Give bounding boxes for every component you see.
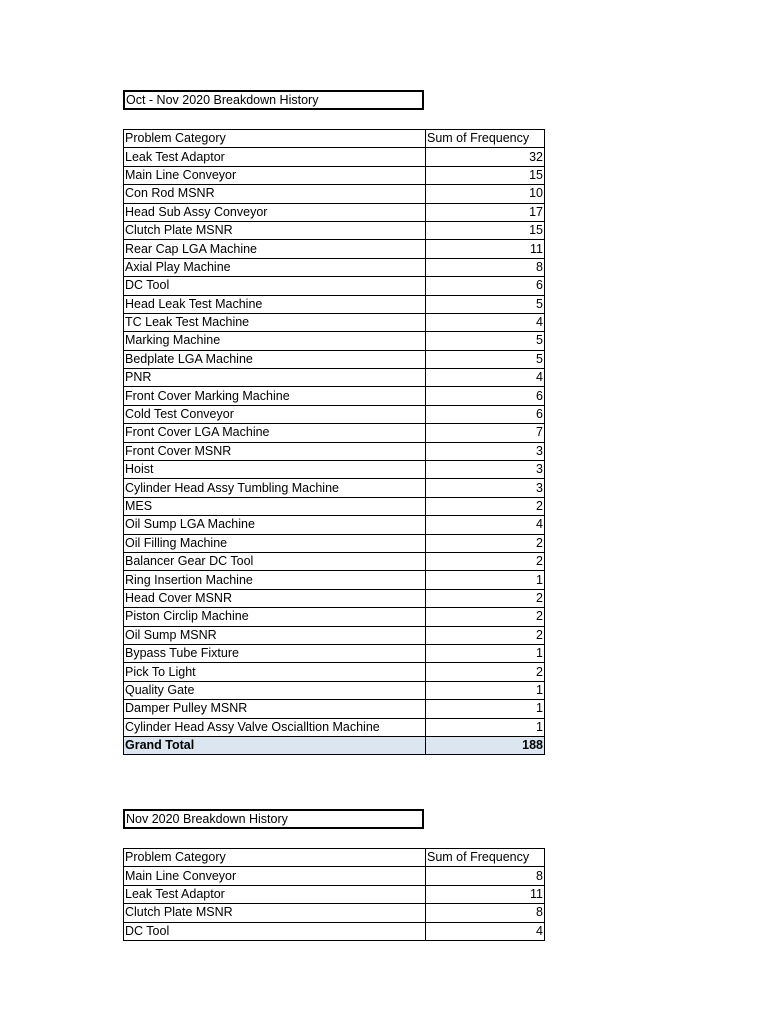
table-header-row bbox=[124, 849, 545, 867]
table-row bbox=[124, 277, 545, 295]
breakdown-table-oct-nov bbox=[123, 129, 545, 755]
frequency-cell: 1 bbox=[426, 644, 545, 662]
frequency-cell: 7 bbox=[426, 424, 545, 442]
table-row bbox=[124, 203, 545, 221]
problem-category-cell: Head Cover MSNR bbox=[124, 589, 426, 607]
table-row bbox=[124, 332, 545, 350]
problem-category-cell: Front Cover MSNR bbox=[124, 442, 426, 460]
breakdown-table-nov bbox=[123, 848, 545, 941]
problem-category-cell: Leak Test Adaptor bbox=[124, 148, 426, 166]
problem-category-cell: Balancer Gear DC Tool bbox=[124, 552, 426, 570]
frequency-cell: 3 bbox=[426, 442, 545, 460]
table-row bbox=[124, 681, 545, 699]
problem-category-cell: Piston Circlip Machine bbox=[124, 608, 426, 626]
problem-category-cell: Marking Machine bbox=[124, 332, 426, 350]
frequency-cell: 4 bbox=[426, 922, 545, 940]
header-sum-of-frequency: Sum of Frequency bbox=[426, 130, 545, 148]
frequency-cell: 15 bbox=[426, 221, 545, 239]
frequency-cell: 6 bbox=[426, 405, 545, 423]
table-row bbox=[124, 350, 545, 368]
table-row bbox=[124, 626, 545, 644]
frequency-cell: 17 bbox=[426, 203, 545, 221]
table-row bbox=[124, 240, 545, 258]
problem-category-cell: Clutch Plate MSNR bbox=[124, 904, 426, 922]
frequency-cell: 3 bbox=[426, 479, 545, 497]
frequency-cell: 2 bbox=[426, 552, 545, 570]
table-row bbox=[124, 922, 545, 940]
section-title-nov: Nov 2020 Breakdown History bbox=[123, 809, 424, 829]
frequency-cell: 8 bbox=[426, 258, 545, 276]
frequency-cell: 1 bbox=[426, 571, 545, 589]
problem-category-cell: Cylinder Head Assy Tumbling Machine bbox=[124, 479, 426, 497]
table-row bbox=[124, 221, 545, 239]
table-row bbox=[124, 479, 545, 497]
table-row bbox=[124, 718, 545, 736]
problem-category-cell: Front Cover Marking Machine bbox=[124, 387, 426, 405]
table-row bbox=[124, 904, 545, 922]
table-row bbox=[124, 516, 545, 534]
problem-category-cell: Clutch Plate MSNR bbox=[124, 221, 426, 239]
table-row bbox=[124, 424, 545, 442]
table-row bbox=[124, 644, 545, 662]
table-row bbox=[124, 369, 545, 387]
problem-category-cell: PNR bbox=[124, 369, 426, 387]
table-row bbox=[124, 258, 545, 276]
problem-category-cell: Bypass Tube Fixture bbox=[124, 644, 426, 662]
table-row bbox=[124, 885, 545, 903]
frequency-cell: 5 bbox=[426, 350, 545, 368]
frequency-cell: 5 bbox=[426, 295, 545, 313]
frequency-cell: 6 bbox=[426, 277, 545, 295]
table-row bbox=[124, 534, 545, 552]
problem-category-cell: TC Leak Test Machine bbox=[124, 313, 426, 331]
problem-category-cell: Quality Gate bbox=[124, 681, 426, 699]
problem-category-cell: Axial Play Machine bbox=[124, 258, 426, 276]
frequency-cell: 2 bbox=[426, 589, 545, 607]
problem-category-cell: Head Sub Assy Conveyor bbox=[124, 203, 426, 221]
frequency-cell: 6 bbox=[426, 387, 545, 405]
problem-category-cell: Damper Pulley MSNR bbox=[124, 700, 426, 718]
frequency-cell: 8 bbox=[426, 867, 545, 885]
table-row bbox=[124, 148, 545, 166]
problem-category-cell: Front Cover LGA Machine bbox=[124, 424, 426, 442]
problem-category-cell: Leak Test Adaptor bbox=[124, 885, 426, 903]
table-row bbox=[124, 497, 545, 515]
frequency-cell: 1 bbox=[426, 700, 545, 718]
problem-category-cell: Ring Insertion Machine bbox=[124, 571, 426, 589]
frequency-cell: 2 bbox=[426, 608, 545, 626]
table-row bbox=[124, 295, 545, 313]
problem-category-cell: MES bbox=[124, 497, 426, 515]
header-problem-category: Problem Category bbox=[124, 849, 426, 867]
grand-total-label: Grand Total bbox=[124, 736, 426, 754]
frequency-cell: 2 bbox=[426, 626, 545, 644]
frequency-cell: 5 bbox=[426, 332, 545, 350]
frequency-cell: 4 bbox=[426, 313, 545, 331]
header-sum-of-frequency: Sum of Frequency bbox=[426, 849, 545, 867]
problem-category-cell: DC Tool bbox=[124, 922, 426, 940]
problem-category-cell: Hoist bbox=[124, 461, 426, 479]
problem-category-cell: Cold Test Conveyor bbox=[124, 405, 426, 423]
table-row bbox=[124, 867, 545, 885]
table-header-row bbox=[124, 130, 545, 148]
problem-category-cell: Cylinder Head Assy Valve Oscialltion Machine bbox=[124, 718, 426, 736]
section-title-oct-nov: Oct - Nov 2020 Breakdown History bbox=[123, 90, 424, 110]
frequency-cell: 3 bbox=[426, 461, 545, 479]
table-row bbox=[124, 185, 545, 203]
table-row bbox=[124, 608, 545, 626]
table-row bbox=[124, 700, 545, 718]
problem-category-cell: Rear Cap LGA Machine bbox=[124, 240, 426, 258]
frequency-cell: 10 bbox=[426, 185, 545, 203]
frequency-cell: 2 bbox=[426, 534, 545, 552]
grand-total-row bbox=[124, 736, 545, 754]
frequency-cell: 1 bbox=[426, 681, 545, 699]
frequency-cell: 2 bbox=[426, 663, 545, 681]
problem-category-cell: Head Leak Test Machine bbox=[124, 295, 426, 313]
frequency-cell: 2 bbox=[426, 497, 545, 515]
problem-category-cell: Pick To Light bbox=[124, 663, 426, 681]
problem-category-cell: Con Rod MSNR bbox=[124, 185, 426, 203]
frequency-cell: 32 bbox=[426, 148, 545, 166]
table-row bbox=[124, 589, 545, 607]
problem-category-cell: Main Line Conveyor bbox=[124, 166, 426, 184]
table-row bbox=[124, 313, 545, 331]
frequency-cell: 11 bbox=[426, 240, 545, 258]
table-row bbox=[124, 387, 545, 405]
table-row bbox=[124, 571, 545, 589]
problem-category-cell: Main Line Conveyor bbox=[124, 867, 426, 885]
problem-category-cell: Oil Filling Machine bbox=[124, 534, 426, 552]
problem-category-cell: Bedplate LGA Machine bbox=[124, 350, 426, 368]
frequency-cell: 11 bbox=[426, 885, 545, 903]
frequency-cell: 4 bbox=[426, 516, 545, 534]
frequency-cell: 15 bbox=[426, 166, 545, 184]
table-row bbox=[124, 552, 545, 570]
problem-category-cell: DC Tool bbox=[124, 277, 426, 295]
problem-category-cell: Oil Sump MSNR bbox=[124, 626, 426, 644]
problem-category-cell: Oil Sump LGA Machine bbox=[124, 516, 426, 534]
frequency-cell: 1 bbox=[426, 718, 545, 736]
table-row bbox=[124, 405, 545, 423]
frequency-cell: 4 bbox=[426, 369, 545, 387]
frequency-cell: 8 bbox=[426, 904, 545, 922]
table-row bbox=[124, 442, 545, 460]
table-row bbox=[124, 461, 545, 479]
table-row bbox=[124, 663, 545, 681]
table-row bbox=[124, 166, 545, 184]
header-problem-category: Problem Category bbox=[124, 130, 426, 148]
grand-total-value: 188 bbox=[426, 736, 545, 754]
